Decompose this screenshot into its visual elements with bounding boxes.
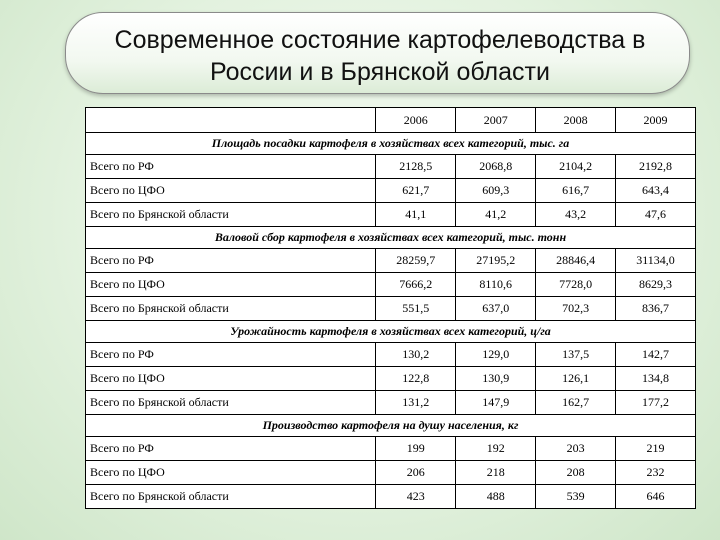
- table-row: [86, 461, 696, 485]
- section-heading: Валовой сбор картофеля в хозяйствах всех категорий, тыс. тонн: [86, 227, 696, 249]
- table-row: [86, 273, 696, 297]
- value-cell: 232: [616, 461, 696, 485]
- value-cell: 551,5: [376, 297, 456, 321]
- value-cell: 134,8: [616, 367, 696, 391]
- value-cell: 423: [376, 485, 456, 509]
- value-cell: 8629,3: [616, 273, 696, 297]
- value-cell: 218: [456, 461, 536, 485]
- value-cell: 177,2: [616, 391, 696, 415]
- header-empty-cell: [86, 108, 376, 133]
- row-label: Всего по РФ: [86, 155, 376, 179]
- row-label: Всего по ЦФО: [86, 273, 376, 297]
- row-label: Всего по ЦФО: [86, 367, 376, 391]
- value-cell: 43,2: [536, 203, 616, 227]
- page-title-line-1: Современное состояние картофелеводства в: [114, 26, 646, 54]
- value-cell: 199: [376, 437, 456, 461]
- value-cell: 192: [456, 437, 536, 461]
- value-cell: 147,9: [456, 391, 536, 415]
- value-cell: 836,7: [616, 297, 696, 321]
- value-cell: 162,7: [536, 391, 616, 415]
- potato-statistics-table: [85, 107, 696, 509]
- value-cell: 488: [456, 485, 536, 509]
- value-cell: 7728,0: [536, 273, 616, 297]
- table-row: [86, 391, 696, 415]
- value-cell: 702,3: [536, 297, 616, 321]
- row-label: Всего по РФ: [86, 437, 376, 461]
- value-cell: 131,2: [376, 391, 456, 415]
- section-heading-row: [86, 321, 696, 343]
- row-label: Всего по РФ: [86, 249, 376, 273]
- row-label: Всего по ЦФО: [86, 461, 376, 485]
- table-row: [86, 249, 696, 273]
- value-cell: 637,0: [456, 297, 536, 321]
- value-cell: 130,9: [456, 367, 536, 391]
- year-header-2009: 2009: [616, 108, 696, 133]
- value-cell: 621,7: [376, 179, 456, 203]
- table-row: [86, 343, 696, 367]
- value-cell: 2104,2: [536, 155, 616, 179]
- value-cell: 122,8: [376, 367, 456, 391]
- page-title-line-2: России и в Брянской области: [210, 58, 550, 86]
- value-cell: 646: [616, 485, 696, 509]
- value-cell: 27195,2: [456, 249, 536, 273]
- table-row: [86, 179, 696, 203]
- table-header-row: [86, 108, 696, 133]
- value-cell: 28846,4: [536, 249, 616, 273]
- value-cell: 137,5: [536, 343, 616, 367]
- table-row: [86, 203, 696, 227]
- table-row: [86, 297, 696, 321]
- table-row: [86, 437, 696, 461]
- value-cell: 616,7: [536, 179, 616, 203]
- section-heading-row: [86, 227, 696, 249]
- value-cell: 609,3: [456, 179, 536, 203]
- row-label: Всего по РФ: [86, 343, 376, 367]
- section-heading-row: [86, 415, 696, 437]
- value-cell: 643,4: [616, 179, 696, 203]
- row-label: Всего по ЦФО: [86, 179, 376, 203]
- value-cell: 203: [536, 437, 616, 461]
- value-cell: 2068,8: [456, 155, 536, 179]
- table-row: [86, 485, 696, 509]
- value-cell: 208: [536, 461, 616, 485]
- value-cell: 2192,8: [616, 155, 696, 179]
- row-label: Всего по Брянской области: [86, 297, 376, 321]
- value-cell: 8110,6: [456, 273, 536, 297]
- year-header-2008: 2008: [536, 108, 616, 133]
- value-cell: 7666,2: [376, 273, 456, 297]
- table-row: [86, 155, 696, 179]
- value-cell: 28259,7: [376, 249, 456, 273]
- section-heading-row: [86, 133, 696, 155]
- row-label: Всего по Брянской области: [86, 203, 376, 227]
- row-label: Всего по Брянской области: [86, 391, 376, 415]
- value-cell: 41,2: [456, 203, 536, 227]
- section-heading: Производство картофеля на душу населения, кг: [86, 415, 696, 437]
- page-title: [55, 24, 705, 88]
- value-cell: 206: [376, 461, 456, 485]
- row-label: Всего по Брянской области: [86, 485, 376, 509]
- value-cell: 129,0: [456, 343, 536, 367]
- section-heading: Площадь посадки картофеля в хозяйствах всех категорий, тыс. га: [86, 133, 696, 155]
- value-cell: 219: [616, 437, 696, 461]
- value-cell: 31134,0: [616, 249, 696, 273]
- section-heading: Урожайность картофеля в хозяйствах всех категорий, ц/га: [86, 321, 696, 343]
- value-cell: 142,7: [616, 343, 696, 367]
- value-cell: 2128,5: [376, 155, 456, 179]
- value-cell: 130,2: [376, 343, 456, 367]
- value-cell: 539: [536, 485, 616, 509]
- year-header-2007: 2007: [456, 108, 536, 133]
- value-cell: 41,1: [376, 203, 456, 227]
- year-header-2006: 2006: [376, 108, 456, 133]
- value-cell: 47,6: [616, 203, 696, 227]
- value-cell: 126,1: [536, 367, 616, 391]
- table-row: [86, 367, 696, 391]
